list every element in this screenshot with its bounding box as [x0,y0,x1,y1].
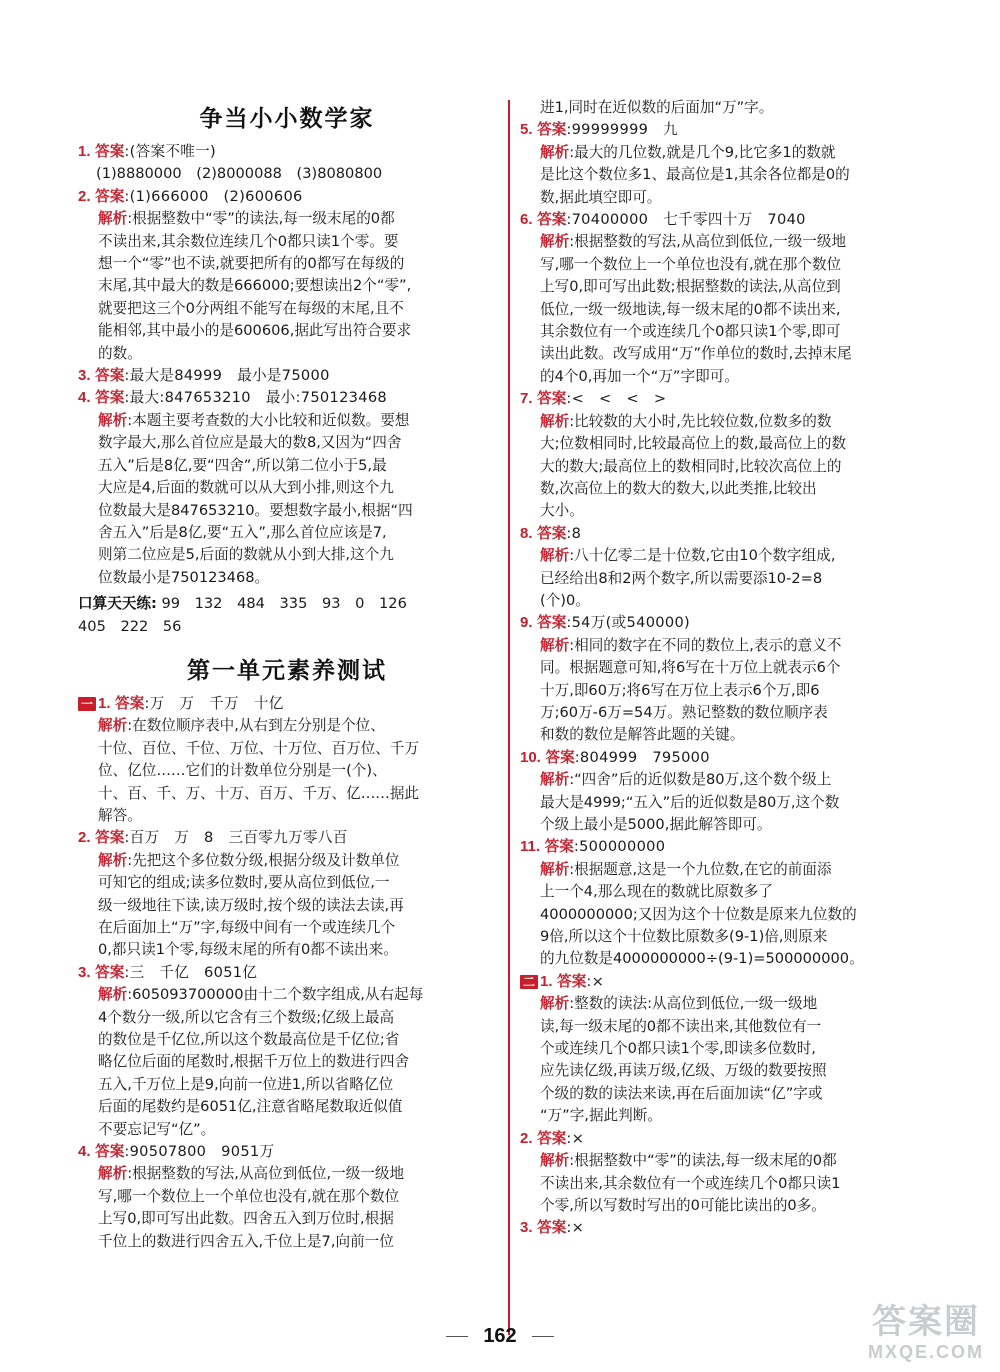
answer-value: :最大是84999 最小是75000 [124,367,330,385]
explanation-text: :605093700000由十二个数字组成,从右起每 [127,986,424,1004]
explanation-text: 在后面加上“万”字,每级中间有一个或连续几个 [98,919,396,936]
explanation-line [78,343,496,365]
explanation-line [520,1016,945,1038]
explanation-text: 位、亿位……它们的计数单位分别是一(个)、 [98,762,387,780]
calc-answers-1: 99 132 484 335 93 0 126 [161,595,407,613]
item-number: 9. [520,614,533,632]
explanation-line [78,1208,496,1230]
explanation-label: 解析 [540,860,570,878]
explanation-text: 不要忘记写“亿”。 [98,1120,216,1138]
watermark-logo [860,1302,992,1368]
answer-value: :8 [566,524,582,542]
answer-label: 答案 [557,972,587,990]
explanation-text: 能相邻,其中最小的是600606,据此写出符合要求 [98,322,412,340]
answer-line [78,186,496,208]
explanation-line [78,1186,496,1208]
explanation-line [520,680,945,702]
explanation-line [520,1150,945,1172]
explanation-text: 万;60万-6万=54万。熟记整数的数位顺序表 [540,703,828,721]
explanation-text: 上写0,即可写出此数;根据整数的读法,从高位到 [540,278,841,296]
explanation-text: 个或连续几个0都只读1个零,即读多位数时, [540,1040,816,1058]
footer-dash-left [446,1336,468,1337]
explanation-text: 千位上的数进行四舍五入,千位上是7,向前一位 [98,1232,394,1250]
explanation-text: :根据整数中“零”的读法,每一级末尾的0都 [569,1152,837,1170]
item-number: 1. [78,143,91,160]
answer-line [78,365,496,387]
explanation-line [520,1038,945,1060]
explanation-line [78,805,496,827]
explanation-line [78,1231,496,1253]
right-items-part2 [520,971,945,1240]
explanation-line [78,895,496,917]
item-number: 2. [78,829,91,847]
explanation-line [520,366,945,388]
answer-value: :< < < > [566,390,667,408]
explanation-text: 大应是4,后面的数就可以从大到小排,则这个九 [98,479,394,497]
explanation-line [78,1051,496,1073]
explanation-text: 不读出来,其余数位连续几个0都只读1个零。要 [98,232,399,250]
explanation-text: 其余数位有一个或连续几个0都只读1个零,即可 [540,323,841,341]
answer-label: 答案 [95,1143,125,1161]
answer-item [78,827,496,961]
explanation-text: 舍五入”后是8亿,要“五入”,那么首位应该是7, [98,523,387,541]
answer-value: :三 千亿 6051亿 [124,963,258,981]
explanation-text: 同。根据题意可知,将6写在十万位上就表示6个 [540,659,841,677]
explanation-line [78,1007,496,1029]
explanation-line [520,276,945,298]
explanation-line [78,1163,496,1185]
left-column [78,96,496,1253]
answer-item [520,971,945,1128]
answer-label: 答案 [537,211,567,229]
explanation-line [78,1096,496,1118]
explanation-text: 0,都只读1个零,每级末尾的所有0都不读出来。 [98,941,398,959]
explanation-line [78,850,496,872]
explanation-text: :在数位顺序表中,从右到左分别是个位、 [127,717,385,735]
explanation-line [520,948,945,970]
explanation-line [520,993,945,1015]
item-number: 4. [78,389,91,407]
explanation-label: 解析 [540,547,570,565]
item-number: 10. [520,748,541,766]
explanation-line [78,917,496,939]
explanation-line [78,567,496,589]
explanation-label: 解析 [98,411,128,429]
answer-item [78,141,496,186]
answer-label: 答案 [537,524,567,542]
explanation-label: 解析 [98,717,128,735]
answer-item [520,388,945,522]
answer-value: :百万 万 8 三百零九万零八百 [124,829,348,847]
explanation-line [520,702,945,724]
explanation-line [78,522,496,544]
answer-label: 答案 [95,143,125,160]
explanation-text: :本题主要考查数的大小比较和近似数。要想 [127,411,410,429]
answer-line [78,693,496,715]
watermark-top: 答案圈 [872,1302,980,1342]
explanation-text: 五入”后是8亿,要“四舍”,所以第二位小于5,最 [98,456,387,474]
answer-label: 答案 [544,838,574,856]
explanation-text: 级一级地往下读,读万级时,按个级的读法去读,再 [98,896,404,914]
answer-value: :500000000 [573,838,666,856]
explanation-label: 解析 [540,771,570,789]
explanation-line [78,1029,496,1051]
explanation-text: :整数的读法:从高位到低位,一级一级地 [569,995,818,1013]
explanation-text: 已经给出8和2两个数字,所以需要添10-2=8 [540,569,823,587]
explanation-label: 解析 [98,851,128,869]
answer-line [520,836,945,858]
explanation-line [78,298,496,320]
explanation-line [520,724,945,746]
answer-value: :54万(或540000) [566,614,691,632]
explanation-line [78,984,496,1006]
explanation-text: 就要把这三个0分两组不能写在每级的末尾,且不 [98,299,404,317]
answer-line [520,119,945,141]
answer-item [520,612,945,746]
answer-value: :804999 795000 [574,748,710,766]
explanation-line [520,1083,945,1105]
answer-value: :× [566,1219,585,1237]
answer-item [520,1128,945,1218]
explanation-text: 上写0,即可写出此数。四舍五入到万位时,根据 [98,1210,394,1228]
explanation-line [520,456,945,478]
answer-line [520,1217,945,1239]
explanation-text: 末尾,其中最大的数是666000;要想读出2个“零”, [98,277,412,295]
explanation-line [78,253,496,275]
explanation-line [78,500,496,522]
part-marker: 一 [78,697,96,711]
explanation-text: 想一个“零”也不读,就要把所有的0都写在每级的 [98,255,405,273]
explanation-line [520,478,945,500]
explanation-line [78,455,496,477]
explanation-text: 大;位数相同时,比较最高位上的数,最高位上的数 [540,435,847,453]
explanation-text: 上一个4,那么现在的数就比原数多了 [540,883,773,901]
explanation-line [78,544,496,566]
explanation-text: 后面的尾数约是6051亿,注意省略尾数取近似值 [98,1098,403,1116]
explanation-line [520,881,945,903]
explanation-line [78,320,496,342]
answer-item [78,365,496,387]
explanation-text: 个级上最小是5000,据此解答即可。 [540,816,772,833]
item-number: 2. [520,1129,533,1147]
explanation-text: 十、百、千、万、十万、百万、千万、亿……据此 [98,784,420,802]
explanation-text: 解答。 [98,806,142,824]
explanation-line [520,859,945,881]
explanation-line [520,590,945,612]
explanation-line [520,657,945,679]
explanation-text: :相同的数字在不同的数位上,表示的意义不 [569,636,842,654]
answer-sub: (1)8880000 (2)8000088 (3)8080800 [96,165,383,183]
explanation-text: :先把这个多位数分级,根据分级及计数单位 [127,851,400,869]
explanation-label: 解析 [540,143,570,161]
answer-line [520,523,945,545]
explanation-line [520,231,945,253]
explanation-label: 解析 [98,986,128,1004]
explanation-line [78,275,496,297]
explanation-line [78,477,496,499]
explanation-text: 4000000000;又因为这个十位数是原来九位数的 [540,905,857,923]
calc-practice-2 [78,616,496,638]
explanation-text: 9倍,所以这个十位数比原数多(9-1)倍,则原来 [540,928,828,946]
answer-item [520,1217,945,1239]
calc-answers-2: 405 222 56 [78,617,182,635]
page-number: 162 [483,1325,517,1347]
explanation-line [520,1173,945,1195]
answer-item [78,186,496,365]
item-number: 3. [78,367,91,385]
answer-value: :(1)666000 (2)600606 [124,187,303,205]
left-items [78,141,496,589]
explanation-line [520,299,945,321]
answer-line [520,612,945,634]
answer-value: :万 万 千万 十亿 [144,694,284,712]
answer-item [520,747,945,837]
calc-practice [78,593,496,615]
explanation-line [520,904,945,926]
part-marker: 二 [520,975,538,989]
explanation-line [520,635,945,657]
answer-label: 答案 [95,963,125,981]
explanation-line [78,872,496,894]
answer-value: :99999999 九 [566,121,679,139]
explanation-line [520,769,945,791]
answer-label: 答案 [537,390,567,408]
explanation-text: :比较数的大小时,先比较位数,位数多的数 [569,412,832,430]
explanation-line [78,1119,496,1141]
answer-line [78,141,496,163]
footer-dash-right [532,1336,554,1337]
answer-item [78,962,496,1141]
explanation-text: 位数最大是847653210。要想数字最小,根据“四 [98,501,413,519]
calc-label: 口算天天练: [78,595,157,613]
explanation-text: :八十亿零二是十位数,它由10个数字组成, [569,547,836,565]
answer-label: 答案 [537,121,567,139]
explanation-text: 写,哪一个数位上一个单位也没有,就在那个数位 [98,1187,400,1205]
explanation-text: 五入,千万位上是9,向前一位进1,所以省略亿位 [98,1075,394,1093]
explanation-text: :“四舍”后的近似数是80万,这个数个级上 [569,771,832,789]
explanation-line [520,1060,945,1082]
answer-line [520,971,945,993]
explanation-line [78,939,496,961]
explanation-line [520,142,945,164]
answer-line [520,388,945,410]
explanation-line [520,343,945,365]
explanation-text: 十位、百位、千位、万位、十万位、百万位、千万 [98,739,420,757]
explanation-text: 读,每一级末尾的0都不读出来,其他数位有一 [540,1017,822,1035]
answer-label: 答案 [95,187,125,205]
explanation-text: 位数最小是750123468。 [98,568,270,586]
explanation-text: 则第二位应是5,后面的数就从小到大排,这个九 [98,546,394,564]
answer-label: 答案 [95,389,125,407]
answer-label: 答案 [537,1219,567,1237]
explanation-line [78,738,496,760]
explanation-line [520,433,945,455]
explanation-line [78,783,496,805]
explanation-line [520,500,945,522]
answer-value: :× [566,1129,585,1147]
answer-label: 答案 [537,1129,567,1147]
answer-item [520,209,945,388]
explanation-line [78,231,496,253]
explanation-text: 可知它的组成;读多位数时,要从高位到低位,一 [98,874,390,892]
item-number: 4. [78,1143,91,1161]
explanation-text: 是比这个数位多1、最高位是1,其余各位都是0的 [540,166,850,184]
explanation-text: 数,次高位上的数大的数大,以此类推,比较出 [540,479,817,497]
explanation-text: 的九位数是4000000000÷(9-1)=500000000。 [540,950,864,968]
explanation-text: 应先读亿级,再读万级,亿级、万级的数要按照 [540,1062,827,1080]
explanation-line [78,1074,496,1096]
item-number: 1. [98,694,111,712]
explanation-line [78,208,496,230]
answer-value: :× [586,972,605,990]
explanation-text: :根据整数中“零”的读法,每一级末尾的0都 [127,210,395,228]
explanation-line [78,760,496,782]
explanation-line [520,568,945,590]
answer-label: 答案 [537,614,567,632]
item-number: 1. [540,972,553,990]
explanation-text: 数字最大,那么首位应是最大的数8,又因为“四舍 [98,434,402,452]
answer-line [520,1128,945,1150]
explanation-text: :根据整数的写法,从高位到低位,一级一级地 [569,233,847,251]
item-number: 5. [520,121,533,139]
explanation-text: 个零,所以写数时写出的0可能比读出的0多。 [540,1196,826,1214]
explanation-label: 解析 [98,210,128,228]
answer-line [78,962,496,984]
watermark-bottom: MXQE.COM [867,1342,984,1362]
explanation-label: 解析 [540,995,570,1013]
page-footer [0,1325,1000,1348]
explanation-text: 低位,一级一级地读,每一级末尾的0都不读出来, [540,300,841,318]
item-number: 7. [520,390,533,408]
explanation-line [520,1105,945,1127]
explanation-text: 最大是4999;“五入”后的近似数是80万,这个数 [540,793,840,811]
explanation-text: 十万,即60万;将6写在万位上表示6个万,即6 [540,681,820,699]
column-divider [508,100,510,1335]
explanation-text: :根据题意,这是一个九位数,在它的前面添 [569,860,832,878]
answer-line [78,1141,496,1163]
explanation-label: 解析 [540,636,570,654]
answer-label: 答案 [95,829,125,847]
explanation-line [520,814,945,836]
answer-value: :(答案不唯一) [124,143,217,160]
item-number: 3. [78,963,91,981]
explanation-line [520,164,945,186]
answer-item [520,119,945,209]
explanation-text: 的数位是千亿位,所以这个数最高位是千亿位;省 [98,1031,400,1049]
explanation-text: “万”字,据此判断。 [540,1107,662,1125]
item-number: 3. [520,1219,533,1237]
explanation-line [78,410,496,432]
explanation-line [520,187,945,209]
answer-item [78,1141,496,1253]
answer-label: 答案 [115,694,145,712]
explanation-text: 的4个0,再加一个“万”字即可。 [540,367,739,385]
explanation-text: 4个数分一级,所以它含有三个数级;亿级上最高 [98,1008,395,1026]
explanation-text: 读出此数。改写成用“万”作单位的数时,去掉末尾 [540,345,852,363]
section-title-2: 第一单元素养测试 [187,656,387,684]
answer-label: 答案 [545,748,575,766]
answer-line [520,209,945,231]
answer-item [520,836,945,970]
answer-value: :最大:847653210 最小:750123468 [124,389,388,407]
explanation-label: 解析 [98,1165,128,1183]
explanation-label: 解析 [540,412,570,430]
left-items-part1 [78,693,496,1253]
explanation-text: 大的数大;最高位上的数相同时,比较次高位上的 [540,457,842,475]
answer-line [78,827,496,849]
answer-value: :90507800 9051万 [124,1143,275,1161]
explanation-line [520,411,945,433]
explanation-line [78,432,496,454]
explanation-text: :最大的几位数,就是几个9,比它多1的数就 [569,143,836,161]
explanation-line [520,792,945,814]
answer-line [520,747,945,769]
item-number: 6. [520,211,533,229]
explanation-text: 不读出来,其余数位有一个或连续几个0都只读1 [540,1174,841,1192]
right-column [520,97,945,1240]
item-number: 8. [520,524,533,542]
answer-item [78,693,496,827]
right-items [520,119,945,970]
explanation-text: 大小。 [540,502,584,520]
explanation-line [520,1195,945,1217]
explanation-line [520,254,945,276]
explanation-line [520,926,945,948]
explanation-line [520,321,945,343]
explanation-text: 数,据此填空即可。 [540,188,662,206]
explanation-line [78,715,496,737]
answer-label: 答案 [95,367,125,385]
explanation-label: 解析 [540,1152,570,1170]
explanation-text: (个)0。 [540,591,590,609]
item-number: 11. [520,838,541,856]
continued-text: 进1,同时在近似数的后面加“万”字。 [540,99,774,116]
explanation-text: 个级的数的读法来读,再在后面加读“亿”字或 [540,1084,823,1102]
answer-value: :70400000 七千零四十万 7040 [566,211,806,229]
item-number: 2. [78,187,91,205]
section-title-1: 争当小小数学家 [199,105,375,132]
answer-line [78,387,496,409]
explanation-text: 和数的数位是解答此题的关键。 [540,726,745,744]
explanation-label: 解析 [540,233,570,251]
explanation-text: 略亿位后面的尾数时,根据千万位上的数进行四舍 [98,1053,410,1071]
explanation-text: 的数。 [98,344,142,362]
explanation-line [520,545,945,567]
explanation-text: :根据整数的写法,从高位到低位,一级一级地 [127,1165,405,1183]
explanation-text: 写,哪一个数位上一个单位也没有,就在那个数位 [540,255,842,273]
answer-item [78,387,496,589]
answer-item [520,523,945,613]
